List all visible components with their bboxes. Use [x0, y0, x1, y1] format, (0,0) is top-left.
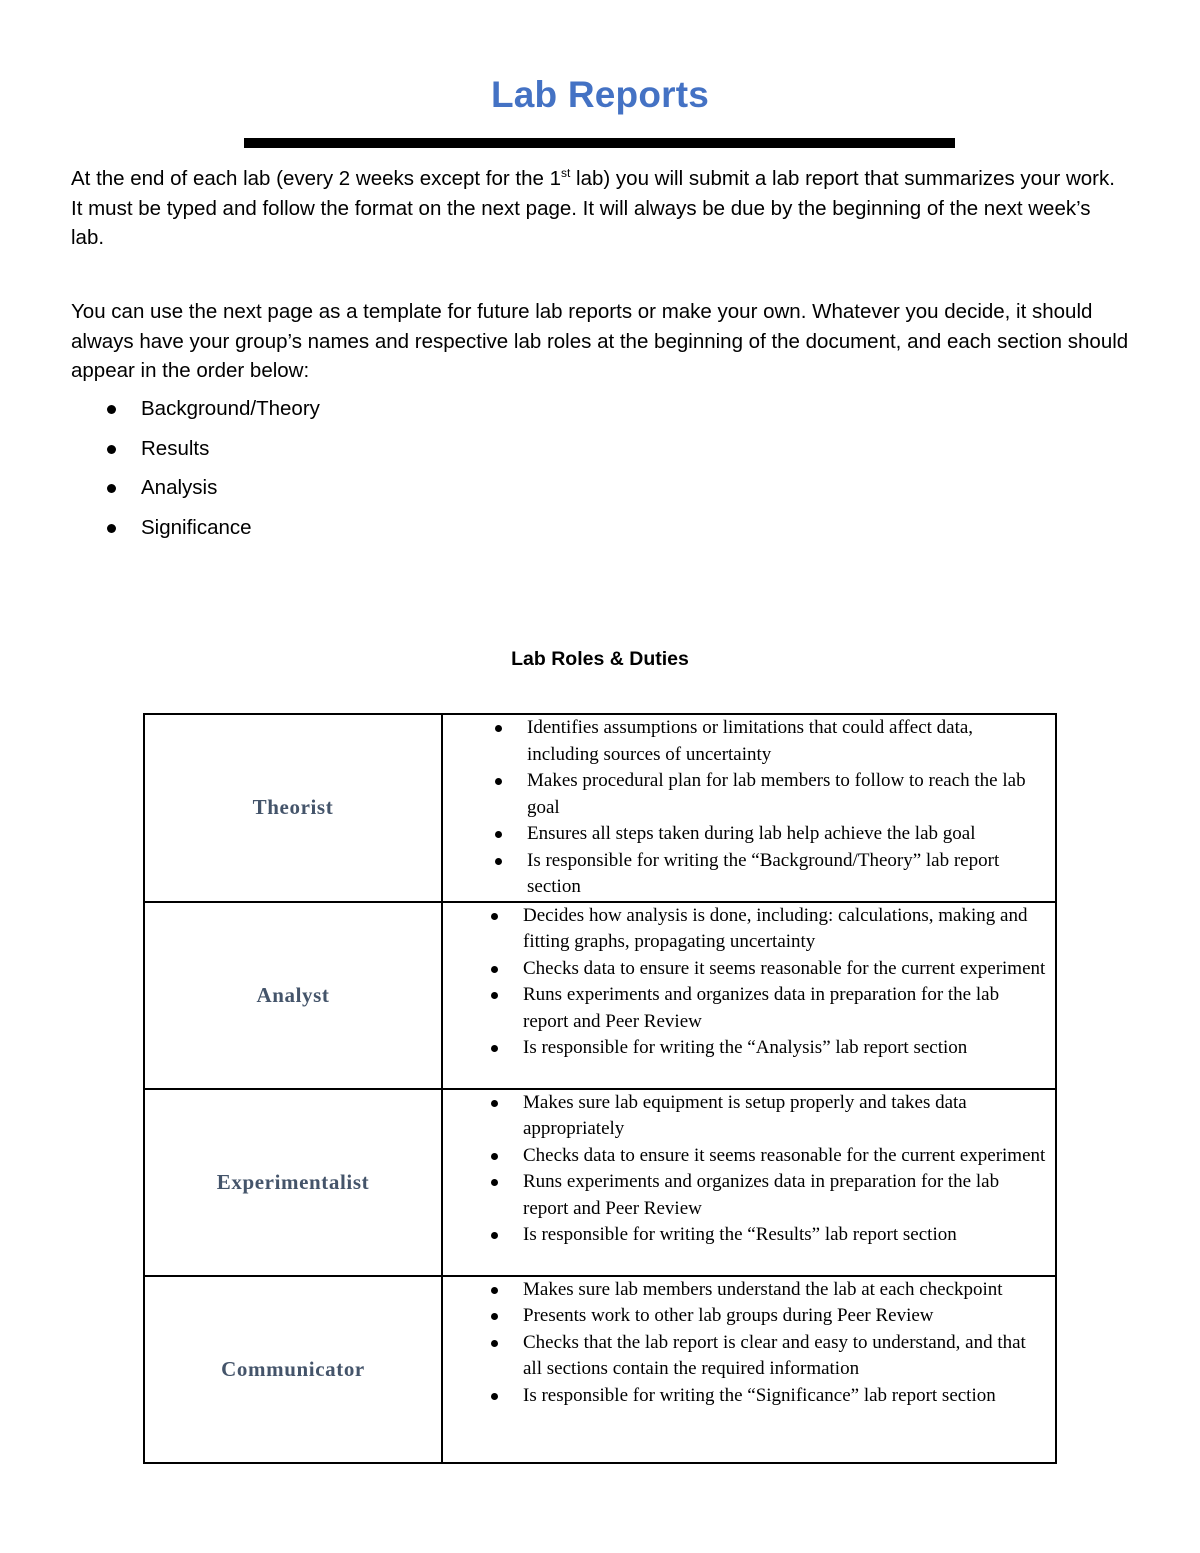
duty-text: Runs experiments and organizes data in preparation for the lab report and Peer Review [523, 1171, 1000, 1219]
duty-text: Makes sure lab equipment is setup properly and takes data appropriately [523, 1091, 967, 1139]
duty-item [443, 982, 1047, 1035]
bullet-icon [491, 1100, 498, 1107]
role-duties [442, 902, 1056, 1089]
duty-item [443, 1169, 1047, 1222]
intro-text-part1: At the end of each lab (every 2 weeks except for the 1 [71, 167, 562, 190]
page-title: Lab Reports [490, 74, 710, 115]
intro-superscript: st [561, 166, 571, 180]
duty-item [443, 715, 1047, 768]
duty-text: Identifies assumptions or limitations that could affect data, including sources of uncertainty [527, 717, 974, 765]
bullet-icon [491, 1153, 498, 1160]
duty-item [443, 1143, 1047, 1170]
duty-text: Is responsible for writing the “Background/Theory” lab report section [527, 849, 1000, 897]
section-list-item [71, 472, 320, 512]
bullet-icon [107, 445, 116, 454]
duty-text: Is responsible for writing the “Significance” lab report section [523, 1384, 996, 1406]
bullet-icon [491, 992, 498, 999]
table-row [144, 1089, 1056, 1276]
duty-text: Is responsible for writing the “Analysis” lab report section [523, 1037, 968, 1058]
role-duties [442, 1089, 1056, 1276]
section-list [71, 393, 320, 552]
duty-item [443, 1035, 1047, 1062]
duty-text: Makes procedural plan for lab members to follow to reach the lab goal [527, 770, 1026, 818]
duty-text: Runs experiments and organizes data in preparation for the lab report and Peer Review [523, 984, 1000, 1032]
role-name: Communicator [144, 1276, 442, 1463]
duty-text: Is responsible for writing the “Results” lab report section [523, 1224, 957, 1245]
section-label: Results [141, 436, 210, 460]
duty-item [443, 1330, 1047, 1383]
bullet-icon [491, 1232, 498, 1239]
table-row [144, 1276, 1056, 1463]
duty-text: Checks that the lab report is clear and easy to understand, and that all sections contain the required information [523, 1331, 1026, 1379]
bullet-icon [491, 1179, 498, 1186]
bullet-icon [107, 524, 116, 533]
bullet-icon [491, 966, 498, 973]
section-label: Analysis [141, 476, 218, 500]
roles-table [143, 713, 1057, 1464]
duty-item [443, 903, 1047, 956]
duty-item [443, 848, 1047, 901]
role-name: Theorist [144, 714, 442, 902]
roles-heading: Lab Roles & Duties [511, 648, 689, 670]
bullet-icon [107, 484, 116, 493]
role-duties [442, 714, 1056, 902]
duty-text: Makes sure lab members understand the lab at each checkpoint [523, 1278, 1003, 1300]
title-divider [244, 138, 955, 148]
bullet-icon [491, 1340, 498, 1347]
duty-text: Presents work to other lab groups during Peer Review [523, 1305, 934, 1326]
duty-text: Decides how analysis is done, including: calculations, making and fitting graphs, propagating uncertainty [523, 904, 1028, 952]
duty-item [443, 956, 1047, 983]
bullet-icon [491, 1287, 498, 1294]
bullet-icon [495, 858, 502, 865]
intro-text-part2: lab) you will submit a lab report that summarizes your work. It must be typed and follow the format on the next page. It will always be due by the beginning of the next week’s lab. [71, 167, 1115, 249]
bullet-icon [491, 913, 498, 920]
role-name: Experimentalist [144, 1089, 442, 1276]
bullet-icon [495, 778, 502, 785]
section-list-item [71, 433, 320, 473]
section-list-item [71, 512, 320, 552]
section-label: Background/Theory [141, 397, 320, 420]
bullet-icon [495, 725, 502, 732]
duty-item [443, 1303, 1047, 1330]
duty-text: Ensures all steps taken during lab help achieve the lab goal [527, 823, 976, 844]
template-paragraph: You can use the next page as a template for future lab reports or make your own. Whatever you decide, it should always have your group’s names and respective lab roles at the beginning of the document, and each section should appear in the order below: [71, 300, 1129, 382]
bullet-icon [107, 405, 116, 414]
role-duties [442, 1276, 1056, 1463]
bullet-icon [491, 1045, 498, 1052]
bullet-icon [491, 1313, 498, 1320]
intro-paragraph [71, 164, 1129, 253]
duty-text: Checks data to ensure it seems reasonable for the current experiment [523, 957, 1046, 979]
table-row [144, 714, 1056, 902]
bullet-icon [491, 1393, 498, 1400]
table-row [144, 902, 1056, 1089]
role-name: Analyst [144, 902, 442, 1089]
section-list-item [71, 393, 320, 433]
duty-text: Checks data to ensure it seems reasonable for the current experiment [523, 1144, 1046, 1166]
duty-item [443, 1383, 1047, 1410]
bullet-icon [495, 831, 502, 838]
duty-item [443, 768, 1047, 821]
duty-item [443, 1090, 1047, 1143]
duty-item [443, 1222, 1047, 1249]
duty-item [443, 1277, 1047, 1304]
duty-item [443, 821, 1047, 848]
section-label: Significance [141, 516, 252, 540]
